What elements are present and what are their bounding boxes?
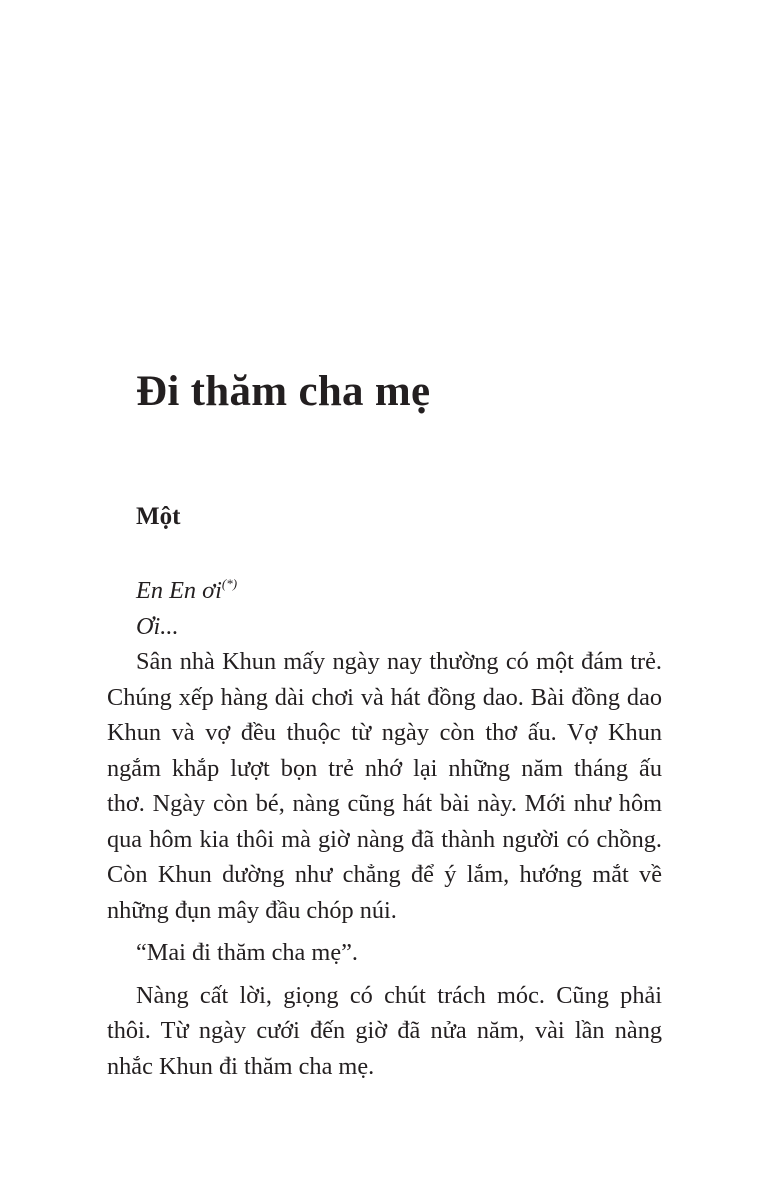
verse-line: Ơi... <box>136 612 179 640</box>
footnote-marker: (*) <box>221 576 238 591</box>
verse-text: En En ơi <box>136 577 222 604</box>
paragraph-line: Sân nhà Khun mấy ngày nay thường có một đám trẻ. <box>136 648 662 675</box>
paragraph <box>107 978 662 1085</box>
paragraph <box>107 644 662 928</box>
paragraph-line: ngắm khắp lượt bọn trẻ nhớ lại những năm tháng ấu <box>107 754 662 782</box>
paragraph-line: những đụn mây đầu chóp núi. <box>107 896 397 924</box>
paragraph-line: Khun và vợ đều thuộc từ ngày còn thơ ấu. Vợ Khun <box>107 719 662 746</box>
paragraph-line: “Mai đi thăm cha mẹ”. <box>136 939 358 966</box>
verse-line <box>107 566 662 609</box>
paragraph-line: thơ. Ngày còn bé, nàng cũng hát bài này. Mới như hôm <box>107 790 662 817</box>
section-heading: Một <box>136 503 181 530</box>
chapter-title: Đi thăm cha mẹ <box>136 368 431 415</box>
paragraph-line: Chúng xếp hàng dài chơi và hát đồng dao. Bài đồng dao <box>107 683 662 711</box>
paragraph-line: Nàng cất lời, giọng có chút trách móc. Cũng phải <box>136 981 662 1009</box>
chapter-body <box>107 566 662 1084</box>
paragraph-line: Còn Khun dường như chẳng để ý lắm, hướng mắt về <box>107 861 662 888</box>
paragraph-line: qua hôm kia thôi mà giờ nàng đã thành người có chồng. <box>107 825 662 853</box>
paragraph-line: nhắc Khun đi thăm cha mẹ. <box>107 1052 375 1080</box>
paragraph <box>107 935 662 971</box>
paragraph-line: thôi. Từ ngày cưới đến giờ đã nửa năm, vài lần nàng <box>107 1017 662 1044</box>
